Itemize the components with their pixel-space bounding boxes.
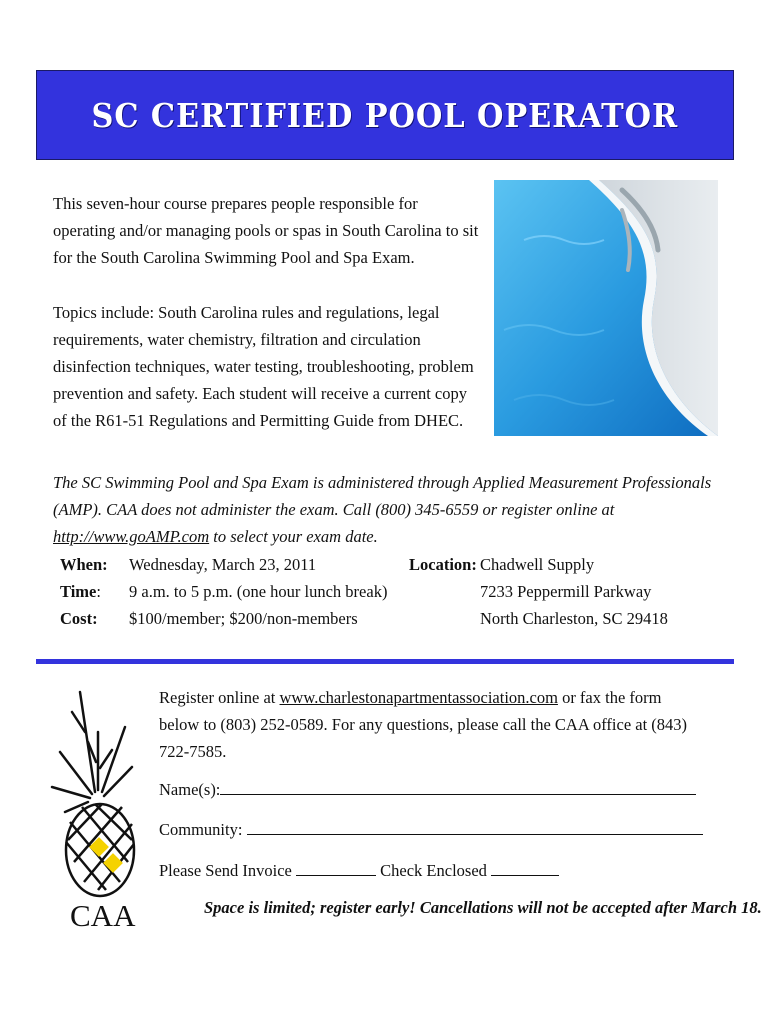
- payment-field: [159, 857, 559, 884]
- time-value: 9 a.m. to 5 p.m. (one hour lunch break): [129, 582, 388, 601]
- names-field[interactable]: [159, 776, 696, 803]
- exam-notice: [53, 469, 723, 550]
- topics-paragraph: Topics include: South Carolina rules and regulations, legal requirements, water chemistry, filtration and circulation disinfection techniques, water testing, troubleshooting, problem prevention and safety. Each student will receive a current copy of the R61-51 Regulations and Permitting Guide from DHEC.: [53, 303, 474, 430]
- details-labels: [60, 551, 108, 632]
- register-text: [159, 684, 704, 765]
- caa-logo-text: CAA: [70, 898, 136, 933]
- invoice-input-line[interactable]: [296, 857, 376, 876]
- exam-text-end: to select your exam date.: [209, 527, 378, 546]
- community-label: Community:: [159, 820, 247, 839]
- register-text-start: Register online at: [159, 688, 280, 707]
- location-value: [480, 551, 668, 632]
- names-label: Name(s):: [159, 780, 221, 799]
- invoice-label: Please Send Invoice: [159, 861, 297, 880]
- cancellation-notice: Space is limited; register early! Cancellations will not be accepted after March 18.: [204, 898, 762, 917]
- register-text-end: or fax the form below to (803) 252-0589. For any questions, please call the CAA office at (843) 722-7585.: [159, 688, 688, 761]
- title-banner: [36, 70, 734, 160]
- time-label-row: [60, 578, 108, 605]
- check-input-line[interactable]: [491, 857, 559, 876]
- location-line: 7233 Peppermill Parkway: [480, 582, 652, 601]
- when-value: Wednesday, March 23, 2011: [129, 555, 317, 574]
- section-divider: [36, 659, 734, 664]
- location-line: North Charleston, SC 29418: [480, 609, 668, 628]
- time-label: Time: [60, 582, 97, 601]
- time-colon: :: [96, 582, 101, 601]
- exam-text: The SC Swimming Pool and Spa Exam is administered through Applied Measurement Professionals (AMP). CAA does not administer the exam. Call (800) 345-6559 or register online at: [53, 473, 712, 519]
- caa-website-link[interactable]: www.charlestonapartmentassociation.com: [279, 688, 558, 707]
- details-values: [129, 551, 387, 632]
- community-field[interactable]: [159, 816, 703, 843]
- location-line: Chadwell Supply: [480, 555, 595, 574]
- amp-link[interactable]: http://www.goAMP.com: [53, 527, 210, 546]
- pool-photo: [494, 180, 718, 436]
- cost-label: Cost:: [60, 609, 98, 628]
- page-title: SC CERTIFIED POOL OPERATOR: [91, 95, 679, 135]
- community-input-line[interactable]: [247, 816, 703, 835]
- location-label: Location:: [409, 555, 477, 574]
- names-input-line[interactable]: [220, 776, 696, 795]
- intro-paragraph: This seven-hour course prepares people responsible for operating and/or managing pools or spas in South Carolina to sit for the South Carolina Swimming Pool and Spa Exam.: [53, 194, 479, 267]
- check-label: Check Enclosed: [376, 861, 492, 880]
- cost-value: $100/member; $200/non-members: [129, 609, 358, 628]
- when-label: When:: [60, 555, 108, 574]
